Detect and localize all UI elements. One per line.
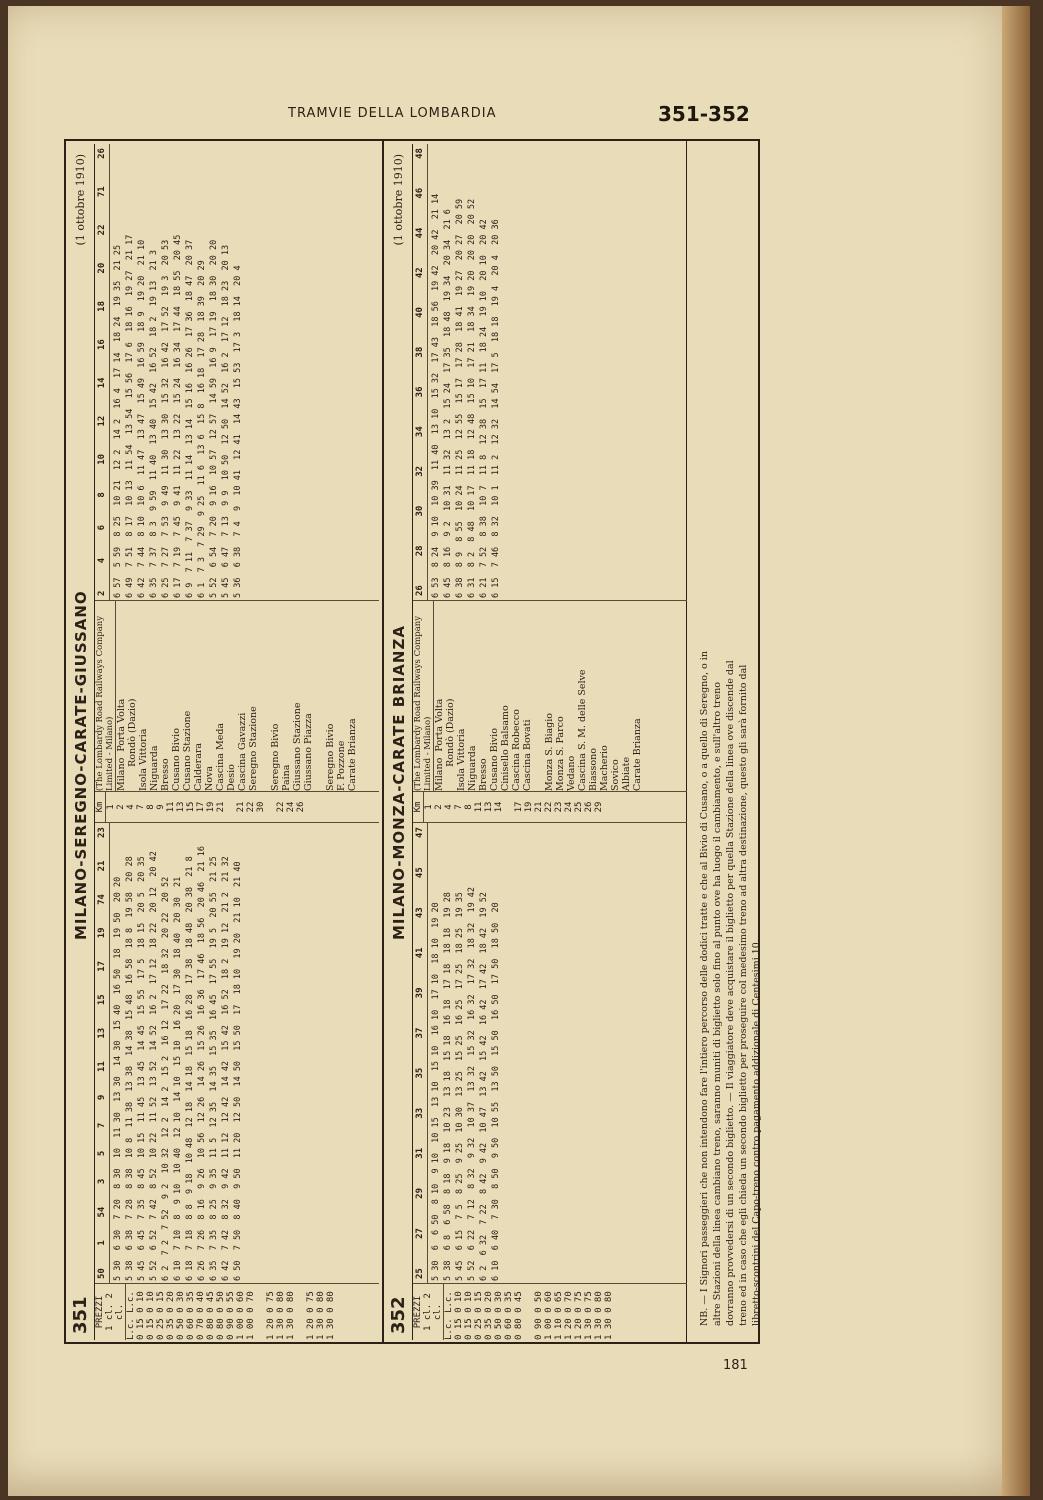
table-352-prices <box>413 1283 687 1340</box>
page-edge <box>1002 6 1030 1496</box>
up-train-number: 13 <box>97 1027 107 1039</box>
table-351-up-times <box>95 822 379 1283</box>
footnote: NB. — I Signori passeggieri che non intendono fare l'intiero percorso delle dodici tratte e che al Bivio di Cusano, o a quello di Seregno, o in altre Stazioni della linea cambiano treno, saranno muniti di biglietto solo fino al punto ove ha luogo il cambiamento, e sull'altro treno dovranno provvedersi di un secondo biglietto. — Il viaggiatore deve acquistare il biglietto per quella Stazione della linea ove discende dal treno ed in caso che egli chieda un secondo biglietto per proseguire col medesimo treno ad altra destinazione, questo gli sarà fornito dal libretto-scontrini del Capo-treno contro pagamento addizionale di Centesimi 10. <box>699 651 762 1326</box>
up-train-number: 74 <box>97 894 107 905</box>
up-train-numbers <box>95 823 110 1283</box>
km-head: Km <box>413 792 424 822</box>
up-train-numbers <box>413 823 428 1283</box>
up-train-number: 41 <box>415 947 425 959</box>
up-train-number: 17 <box>97 960 107 972</box>
table-351-title: MILANO-SEREGNO-CARATE-GIUSSANO <box>72 590 90 940</box>
down-train-numbers <box>413 144 428 600</box>
down-train-number: 10 <box>97 453 107 465</box>
down-train-number: 36 <box>415 386 425 398</box>
table-351-down-times <box>95 144 379 600</box>
down-train-number: 22 <box>97 224 107 236</box>
table-352-title: MILANO-MONZA-CARATE BRIANZA <box>390 625 408 940</box>
table-351-titlebar <box>68 144 95 1340</box>
up-train-number: 3 <box>97 1178 107 1185</box>
up-train-number: 23 <box>97 827 107 838</box>
up-train-number: 39 <box>415 987 425 999</box>
up-train-number: 25 <box>415 1268 425 1279</box>
table-351-stations <box>95 600 379 791</box>
down-train-number: 46 <box>415 187 425 199</box>
down-train-number: 8 <box>97 492 107 498</box>
down-train-number: 38 <box>415 346 425 358</box>
table-divider <box>382 141 384 1342</box>
price-head: PREZZI <box>95 1295 105 1329</box>
running-header <box>68 102 768 130</box>
table-351 <box>68 144 380 1340</box>
price-sub: 1 cl. 2 cl. <box>423 1284 444 1340</box>
station-list: Milano Porta Volta Rondò (Dazio) Isola Vittoria Niguarda Bresso Cusano Bivio Cinisello Balsamo Cascina Robecco Cascina Bovati Monza S. Biagio Monza S. Parco Vedano Cascina S. M. delle Selve Biassono Macherio Sovico Albiate Carate Brianza <box>434 669 643 791</box>
down-timetable: 6 53 8 24 9 10 10 39 11 40 13 10 15 32 17 43 18 56 19 42 20 42 21 14 6 45 8 16 9 2 10 31 11 32 13 2 15 24 17 35 18 48 19 34 20 34 21 6 6 38 8 9 8 55 10 24 11 25 12 55 15 17 17 28 18 41 19 27 20 27 20 59 6 31 8 2 8 48 10 17 11 18 12 48 15 10 17 21 18 34 19 20 20 20 20 52 6 21 7 52 8 38 10 7 11 8 12 38 15 17 11 18 24 19 10 20 10 20 42 6 15 7 46 8 32 10 1 11 2 12 32 14 54 17 5 18 18 19 4 20 4 20 36 <box>431 193 501 598</box>
header-title: TRAMVIE DELLA LOMBARDIA <box>288 106 497 121</box>
up-train-number: 54 <box>97 1206 107 1218</box>
km-head: Km <box>95 792 106 822</box>
down-train-number: 30 <box>415 505 425 517</box>
folio-number: 181 <box>723 1358 748 1373</box>
table-352-titlebar <box>386 144 413 1340</box>
up-train-number: 19 <box>97 927 107 939</box>
up-train-number: 29 <box>415 1187 425 1199</box>
down-train-number: 44 <box>415 227 425 239</box>
down-train-number: 71 <box>97 186 107 198</box>
down-train-number: 32 <box>415 465 425 477</box>
up-train-number: 43 <box>415 907 425 919</box>
up-train-number: 45 <box>415 867 425 879</box>
up-train-number: 50 <box>97 1268 107 1279</box>
up-train-number: 47 <box>415 827 425 838</box>
price-column: L.c. L.c. 0 15 0 10 0 15 0 10 0 25 0 15 0 35 0 20 0 50 0 30 0 60 0 35 0 70 0 40 0 80 0 45 0 80 0 50 0 90 0 55 1 00 0 60 1 00 0 70 1 20 0 75 1 30 0 80 1 30 0 80 1 20 0 75 1 30 0 80 1 30 0 80 <box>126 1291 336 1340</box>
up-train-number: 1 <box>97 1240 107 1246</box>
up-train-number: 35 <box>415 1067 425 1079</box>
up-train-number: 11 <box>97 1061 107 1073</box>
down-train-numbers <box>95 144 110 600</box>
down-train-number: 20 <box>97 262 107 274</box>
book-page <box>8 6 1030 1496</box>
down-train-number: 28 <box>415 545 425 557</box>
table-352 <box>386 144 688 1340</box>
table-352-stations <box>413 600 687 791</box>
down-train-number: 16 <box>97 339 107 351</box>
up-timetable: 5 30 6 6 50 8 10 9 10 10 15 13 10 15 10 16 10 17 10 18 10 19 20 5 38 6 8 6 58 8 18 9 18 10 23 13 18 15 18 16 18 17 18 18 18 19 28 5 45 6 15 7 5 8 25 9 25 10 30 13 25 15 25 16 25 17 25 18 25 19 35 5 52 6 22 7 12 8 32 9 32 10 37 13 32 15 32 16 32 17 32 18 32 19 42 6 2 6 32 7 22 8 42 9 42 10 47 13 42 15 42 16 42 17 42 18 42 19 52 6 10 6 40 7 30 8 50 9 50 10 55 13 50 15 50 16 50 17 50 18 50 20 <box>431 886 501 1281</box>
table-352-number: 352 <box>388 1296 409 1334</box>
table-352-up-times <box>413 822 687 1283</box>
price-head: PREZZI <box>413 1295 423 1329</box>
down-train-number: 42 <box>415 267 425 279</box>
up-train-number: 21 <box>97 860 107 872</box>
up-train-number: 31 <box>415 1147 425 1159</box>
down-train-number: 34 <box>415 426 425 438</box>
km-column: 1 2 4 7 8 11 13 14 17 19 21 22 23 24 25 26 29 <box>424 801 604 813</box>
down-train-number: 2 <box>97 590 107 596</box>
up-train-number: 15 <box>97 994 107 1006</box>
table-351-km <box>95 791 379 822</box>
up-train-number: 37 <box>415 1027 425 1039</box>
up-train-number: 33 <box>415 1107 425 1119</box>
table-352-date: (1 ottobre 1910) <box>392 154 405 246</box>
header-page-numbers: 351-352 <box>658 102 750 126</box>
price-column: L.c. L.c. 0 15 0 10 0 15 0 10 0 25 0 15 0 35 0 20 0 50 0 30 0 60 0 35 0 80 0 45 0 90 0 50 1 00 0 60 1 10 0 65 1 20 0 70 1 20 0 75 1 30 0 75 1 30 0 80 1 30 0 80 <box>444 1291 614 1340</box>
company-name: (The Lombardy Road Railways Company Limited - Milano) <box>95 601 116 791</box>
down-train-number: 48 <box>415 148 425 159</box>
table-352-body <box>413 144 687 1340</box>
company-name: (The Lombardy Road Railways Company Limited - Milano) <box>413 601 434 791</box>
table-352-km <box>413 791 687 822</box>
down-timetable: 6 57 5 59 8 25 10 21 12 2 14 2 16 4 17 14 18 24 19 35 21 25 6 49 7 51 8 17 10 13 11 54 13 54 15 56 17 6 18 16 19 27 21 17 6 42 7 44 8 10 10 6 11 47 13 47 15 49 16 59 18 9 19 20 21 10 6 35 7 37 8 3 9 59 11 40 13 40 15 42 16 52 18 2 19 13 21 3 6 25 7 27 7 53 9 49 11 30 13 30 15 32 16 42 17 52 19 3 20 53 6 17 7 19 7 45 9 41 11 22 13 22 15 24 16 34 17 44 18 55 20 45 6 9 7 11 7 37 9 33 11 14 13 14 15 16 16 26 17 36 18 47 20 37 6 1 7 3 7 29 9 25 11 6 13 6 15 8 16 18 17 28 18 39 20 29 5 52 6 54 7 20 9 16 10 57 12 57 14 59 16 9 17 19 18 30 20 20 5 45 6 47 7 13 9 9 10 50 12 50 14 52 16 2 17 12 18 23 20 13 5 36 6 38 7 4 9 10 41 12 41 14 43 15 53 17 3 18 14 20 4 <box>113 234 243 598</box>
price-sub: 1 cl. 2 cl. <box>105 1284 126 1340</box>
down-train-number: 40 <box>415 307 425 318</box>
table-351-number: 351 <box>70 1296 91 1334</box>
up-timetable: 5 30 6 30 7 20 8 30 10 11 30 13 30 14 30 15 40 16 50 18 19 50 20 20 5 38 6 38 7 28 8 38 10 8 11 38 13 38 14 38 15 48 16 58 18 8 19 58 20 28 5 45 6 45 7 35 8 45 10 15 11 45 13 45 14 45 15 55 17 5 18 15 20 5 20 35 5 52 6 52 7 42 8 52 10 22 11 52 13 52 14 52 16 2 17 12 18 22 20 12 20 42 6 2 7 2 7 52 9 2 10 32 12 2 14 2 15 2 16 12 17 22 18 32 20 22 20 52 6 10 7 10 8 9 10 10 40 12 10 14 10 15 10 16 20 17 30 18 40 20 30 21 6 18 7 18 8 8 9 18 10 48 12 18 14 18 15 18 16 28 17 38 18 48 20 38 21 8 6 26 7 26 8 16 9 26 10 56 12 26 14 26 15 26 16 36 17 46 18 56 20 46 21 16 6 35 7 35 8 25 9 35 11 5 12 35 14 35 15 35 16 45 17 55 19 5 20 55 21 25 6 42 7 42 8 32 9 42 11 12 12 42 14 42 15 42 16 52 18 2 19 12 21 2 21 32 6 50 7 50 8 40 9 50 11 20 12 50 14 50 15 50 17 18 10 19 20 21 10 21 40 <box>113 846 243 1281</box>
table-351-prices <box>95 1283 379 1340</box>
up-train-number: 9 <box>97 1094 107 1101</box>
km-column: 1 2 4 7 8 9 11 13 15 17 19 21 21 22 30 22 24 26 <box>106 801 306 813</box>
station-list: Milano Porta Volta Rondò (Dazio) Isola Vittoria Niguarda Bresso Cusano Bivio Cusano Stazione Calderara Nova Cascina Meda Desio Cascina Gavazzi Seregno Stazione Seregno Bivio Paina Giussano Stazione Giussano Piazza Seregno Bivio F. Pozzone Carate Brianza <box>116 698 358 791</box>
down-train-number: 4 <box>97 557 107 564</box>
down-train-number: 6 <box>97 524 107 531</box>
up-train-number: 27 <box>415 1228 425 1239</box>
down-train-number: 18 <box>97 300 107 312</box>
up-train-number: 7 <box>97 1122 107 1129</box>
down-train-number: 26 <box>415 585 425 596</box>
up-train-number: 5 <box>97 1150 107 1157</box>
down-train-number: 14 <box>97 377 107 389</box>
table-352-down-times <box>413 144 687 600</box>
table-351-date: (1 ottobre 1910) <box>74 154 87 246</box>
down-train-number: 26 <box>97 148 107 159</box>
down-train-number: 12 <box>97 415 107 427</box>
table-351-body <box>95 144 379 1340</box>
